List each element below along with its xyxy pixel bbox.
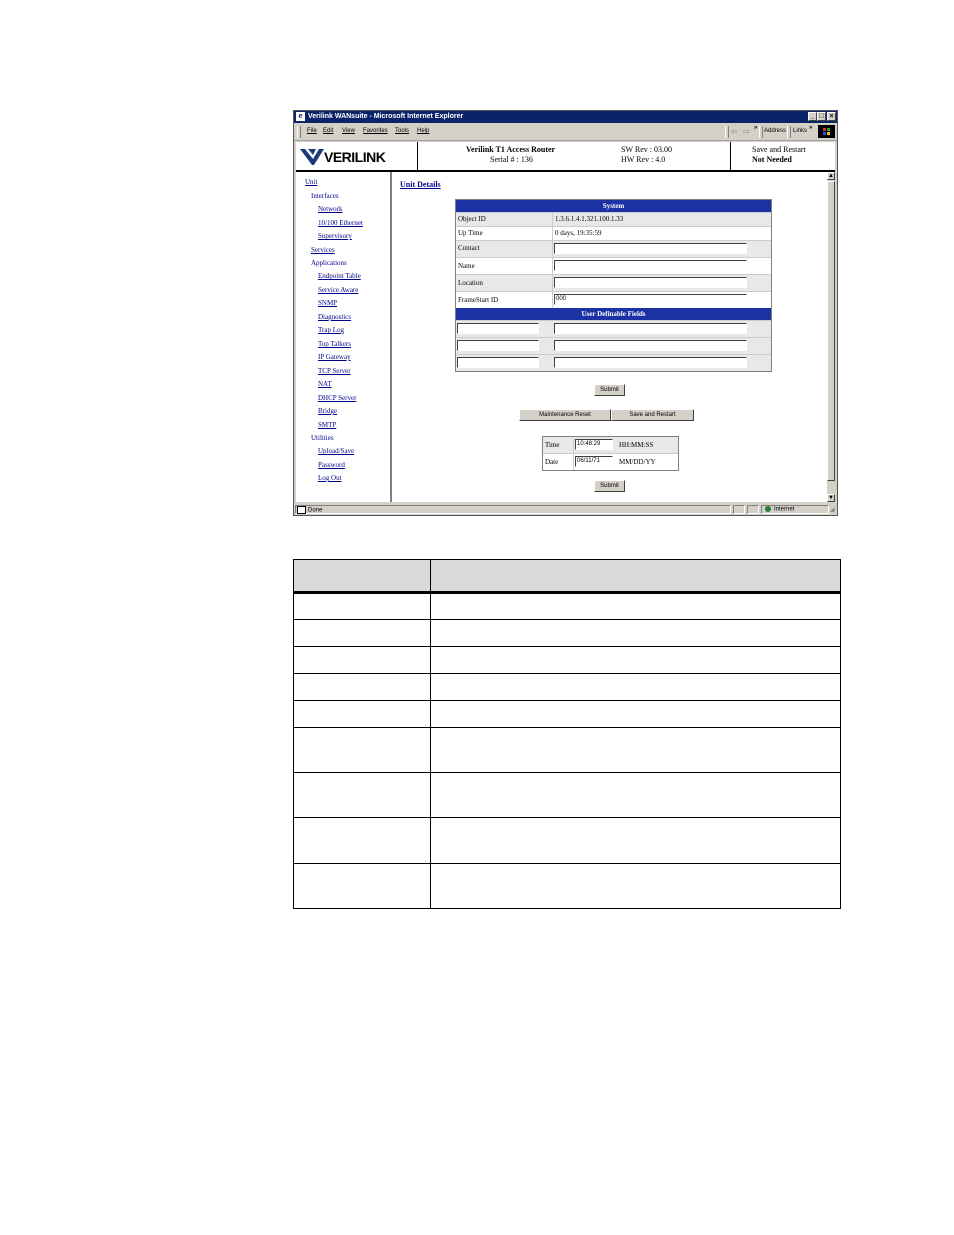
table-row	[294, 863, 840, 864]
product-name: Verilink T1 Access Router	[466, 145, 556, 154]
zone-text: Internet	[774, 506, 795, 513]
nav-unit[interactable]: Unit	[305, 178, 318, 186]
toolbar-grip	[759, 126, 763, 138]
nav-log-out[interactable]: Log Out	[318, 474, 342, 482]
scroll-up-icon[interactable]: ▲	[828, 173, 834, 179]
udf-section-header: User Definable Fields	[456, 308, 771, 320]
nav-smtp[interactable]: SMTP	[318, 421, 337, 429]
udf-value-input[interactable]	[554, 357, 747, 368]
framestart-input[interactable]: 000	[554, 294, 747, 305]
main-panel	[392, 172, 827, 502]
table-row	[294, 772, 840, 773]
hw-rev: HW Rev : 4.0	[621, 155, 666, 164]
globe-icon	[765, 506, 771, 512]
nav-dhcp-server[interactable]: DHCP Server	[318, 394, 357, 402]
verilink-logo	[300, 146, 404, 168]
udf-name-input[interactable]	[457, 340, 539, 351]
nav-services[interactable]: Services	[311, 246, 335, 254]
name-row	[456, 257, 771, 274]
header-divider	[730, 142, 731, 170]
cell-divider	[573, 454, 574, 470]
window-title: Verilink WANsuite - Microsoft Internet Explorer	[308, 113, 464, 120]
table-row	[294, 673, 840, 674]
time-date-table	[542, 436, 679, 471]
menu-favorites[interactable]: Favorites	[363, 128, 388, 134]
header-divider	[417, 142, 418, 170]
minimize-button[interactable]: _	[808, 112, 817, 121]
restart-status-line1: Save and Restart	[752, 145, 806, 154]
logo-text: VERILINK	[324, 149, 386, 165]
links-label[interactable]: Links	[793, 128, 808, 134]
menu-edit[interactable]: Edit	[323, 128, 334, 134]
date-row	[543, 453, 678, 470]
title-bar	[294, 111, 837, 123]
back-arrow-icon[interactable]: ⇦	[731, 127, 738, 136]
udf-value-input[interactable]	[554, 340, 747, 351]
time-format: HH:MM:SS	[619, 441, 654, 449]
cell-divider	[552, 241, 553, 257]
table-row	[294, 619, 840, 620]
maintenance-reset-button[interactable]: Maintenance Reset	[519, 409, 611, 421]
toolbar-grip	[297, 126, 301, 138]
cell-divider	[552, 292, 553, 308]
table-header	[294, 560, 840, 594]
nav-utilities[interactable]: Utilities	[311, 434, 334, 442]
close-button[interactable]: ×	[827, 112, 836, 121]
location-row	[456, 274, 771, 291]
system-section-header: System	[456, 200, 771, 212]
toolbar-chevron[interactable]: »	[754, 125, 758, 131]
save-restart-button[interactable]: Save and Restart	[611, 409, 694, 421]
table-row	[294, 700, 840, 701]
name-label: Name	[458, 262, 475, 270]
menu-tools[interactable]: Tools	[395, 128, 410, 134]
address-label[interactable]: Address	[764, 128, 787, 134]
nav-ip-gateway[interactable]: IP Gateway	[318, 353, 351, 361]
status-panel-blank	[733, 505, 745, 514]
browser-window	[293, 110, 838, 516]
status-text: Done	[308, 507, 323, 514]
status-panel	[295, 505, 731, 514]
contact-input[interactable]	[554, 243, 747, 254]
object-id-value: 1.3.6.1.4.1.321.100.1.33	[555, 215, 624, 223]
zone-panel	[761, 505, 829, 514]
menu-file[interactable]: File	[307, 128, 317, 134]
nav-nat[interactable]: NAT	[318, 380, 332, 388]
object-id-row	[456, 212, 771, 226]
status-panel-blank	[747, 505, 759, 514]
parameter-table	[293, 559, 841, 909]
time-row	[543, 437, 678, 453]
date-format: MM/DD/YY	[619, 458, 656, 466]
resize-grip-icon[interactable]: ◢	[830, 507, 835, 513]
submit-button[interactable]: Submit	[594, 384, 625, 396]
scroll-thumb[interactable]	[827, 181, 835, 481]
menu-bar	[294, 123, 837, 141]
nav-bridge[interactable]: Bridge	[318, 407, 338, 415]
udf-name-input[interactable]	[457, 357, 539, 368]
date-label: Date	[545, 458, 559, 466]
nav-endpoint-table[interactable]: Endpoint Table	[318, 272, 361, 280]
verilink-logo-icon	[300, 146, 324, 166]
nav-ethernet[interactable]: 10/100 Ethernet	[318, 219, 363, 227]
nav-service-aware[interactable]: Service Aware	[318, 286, 359, 294]
menu-help[interactable]: Help	[417, 128, 430, 134]
uptime-row	[456, 226, 771, 240]
cell-divider	[552, 213, 553, 226]
status-bar	[294, 504, 837, 515]
page-done-icon	[297, 506, 306, 514]
location-input[interactable]	[554, 277, 747, 288]
menu-view[interactable]: View	[342, 128, 355, 134]
udf-name-input[interactable]	[457, 323, 539, 334]
nav-upload-save[interactable]: Upload/Save	[318, 447, 355, 455]
page-title[interactable]: Unit Details	[400, 180, 441, 189]
cell-divider	[552, 227, 553, 240]
time-input[interactable]: 10:48:29	[575, 439, 613, 450]
windows-logo-icon	[818, 125, 835, 138]
forward-arrow-icon[interactable]: ⇨	[743, 127, 750, 136]
nav-network[interactable]: Network	[318, 205, 343, 213]
udf-row	[456, 337, 771, 354]
date-input[interactable]: 06/11/71	[575, 456, 613, 467]
nav-sidebar	[296, 172, 392, 502]
cell-divider	[552, 258, 553, 274]
time-label: Time	[545, 441, 560, 449]
nav-interfaces[interactable]: Interfaces	[311, 192, 339, 200]
contact-label: Contact	[458, 244, 480, 252]
submit-time-button[interactable]: Submit	[594, 480, 625, 492]
udf-row	[456, 320, 771, 337]
router-header	[296, 142, 835, 172]
nav-snmp[interactable]: SNMP	[318, 299, 338, 307]
nav-trap-log[interactable]: Trap Log	[318, 326, 344, 334]
table-row	[294, 646, 840, 647]
table-row	[294, 727, 840, 728]
toolbar-grip	[725, 126, 729, 138]
object-id-label: Object ID	[458, 215, 486, 223]
cell-divider	[552, 275, 553, 291]
serial-number: Serial # : 136	[490, 155, 533, 164]
system-table	[455, 199, 772, 372]
nav-supervisory[interactable]: Supervisory	[318, 232, 352, 240]
cell-divider	[573, 437, 574, 453]
nav-applications[interactable]: Applications	[311, 259, 347, 267]
sw-rev: SW Rev : 03.00	[621, 145, 672, 154]
name-input[interactable]	[554, 260, 747, 271]
udf-row	[456, 354, 771, 371]
nav-tcp-server[interactable]: TCP Server	[318, 367, 351, 375]
uptime-value: 0 days, 19:35:59	[555, 229, 602, 237]
toolbar-grip	[787, 126, 791, 138]
table-row	[294, 817, 840, 818]
location-label: Location	[458, 279, 483, 287]
scroll-down-icon[interactable]: ▼	[828, 495, 834, 501]
page-content	[296, 172, 827, 502]
nav-diagnostics[interactable]: Diagnostics	[318, 313, 352, 321]
restart-status-line2: Not Needed	[752, 155, 792, 164]
nav-password[interactable]: Password	[318, 461, 345, 469]
ie-logo-icon: e	[296, 112, 305, 121]
links-chevron[interactable]: »	[809, 125, 813, 131]
contact-row	[456, 240, 771, 257]
udf-value-input[interactable]	[554, 323, 747, 334]
framestart-row	[456, 291, 771, 308]
uptime-label: Up Time	[458, 229, 483, 237]
vertical-scrollbar[interactable]	[827, 172, 835, 502]
nav-top-talkers[interactable]: Top Talkers	[318, 340, 351, 348]
maximize-button[interactable]: □	[817, 112, 826, 121]
framestart-label: FrameStart ID	[458, 296, 499, 304]
column-divider	[430, 560, 431, 908]
